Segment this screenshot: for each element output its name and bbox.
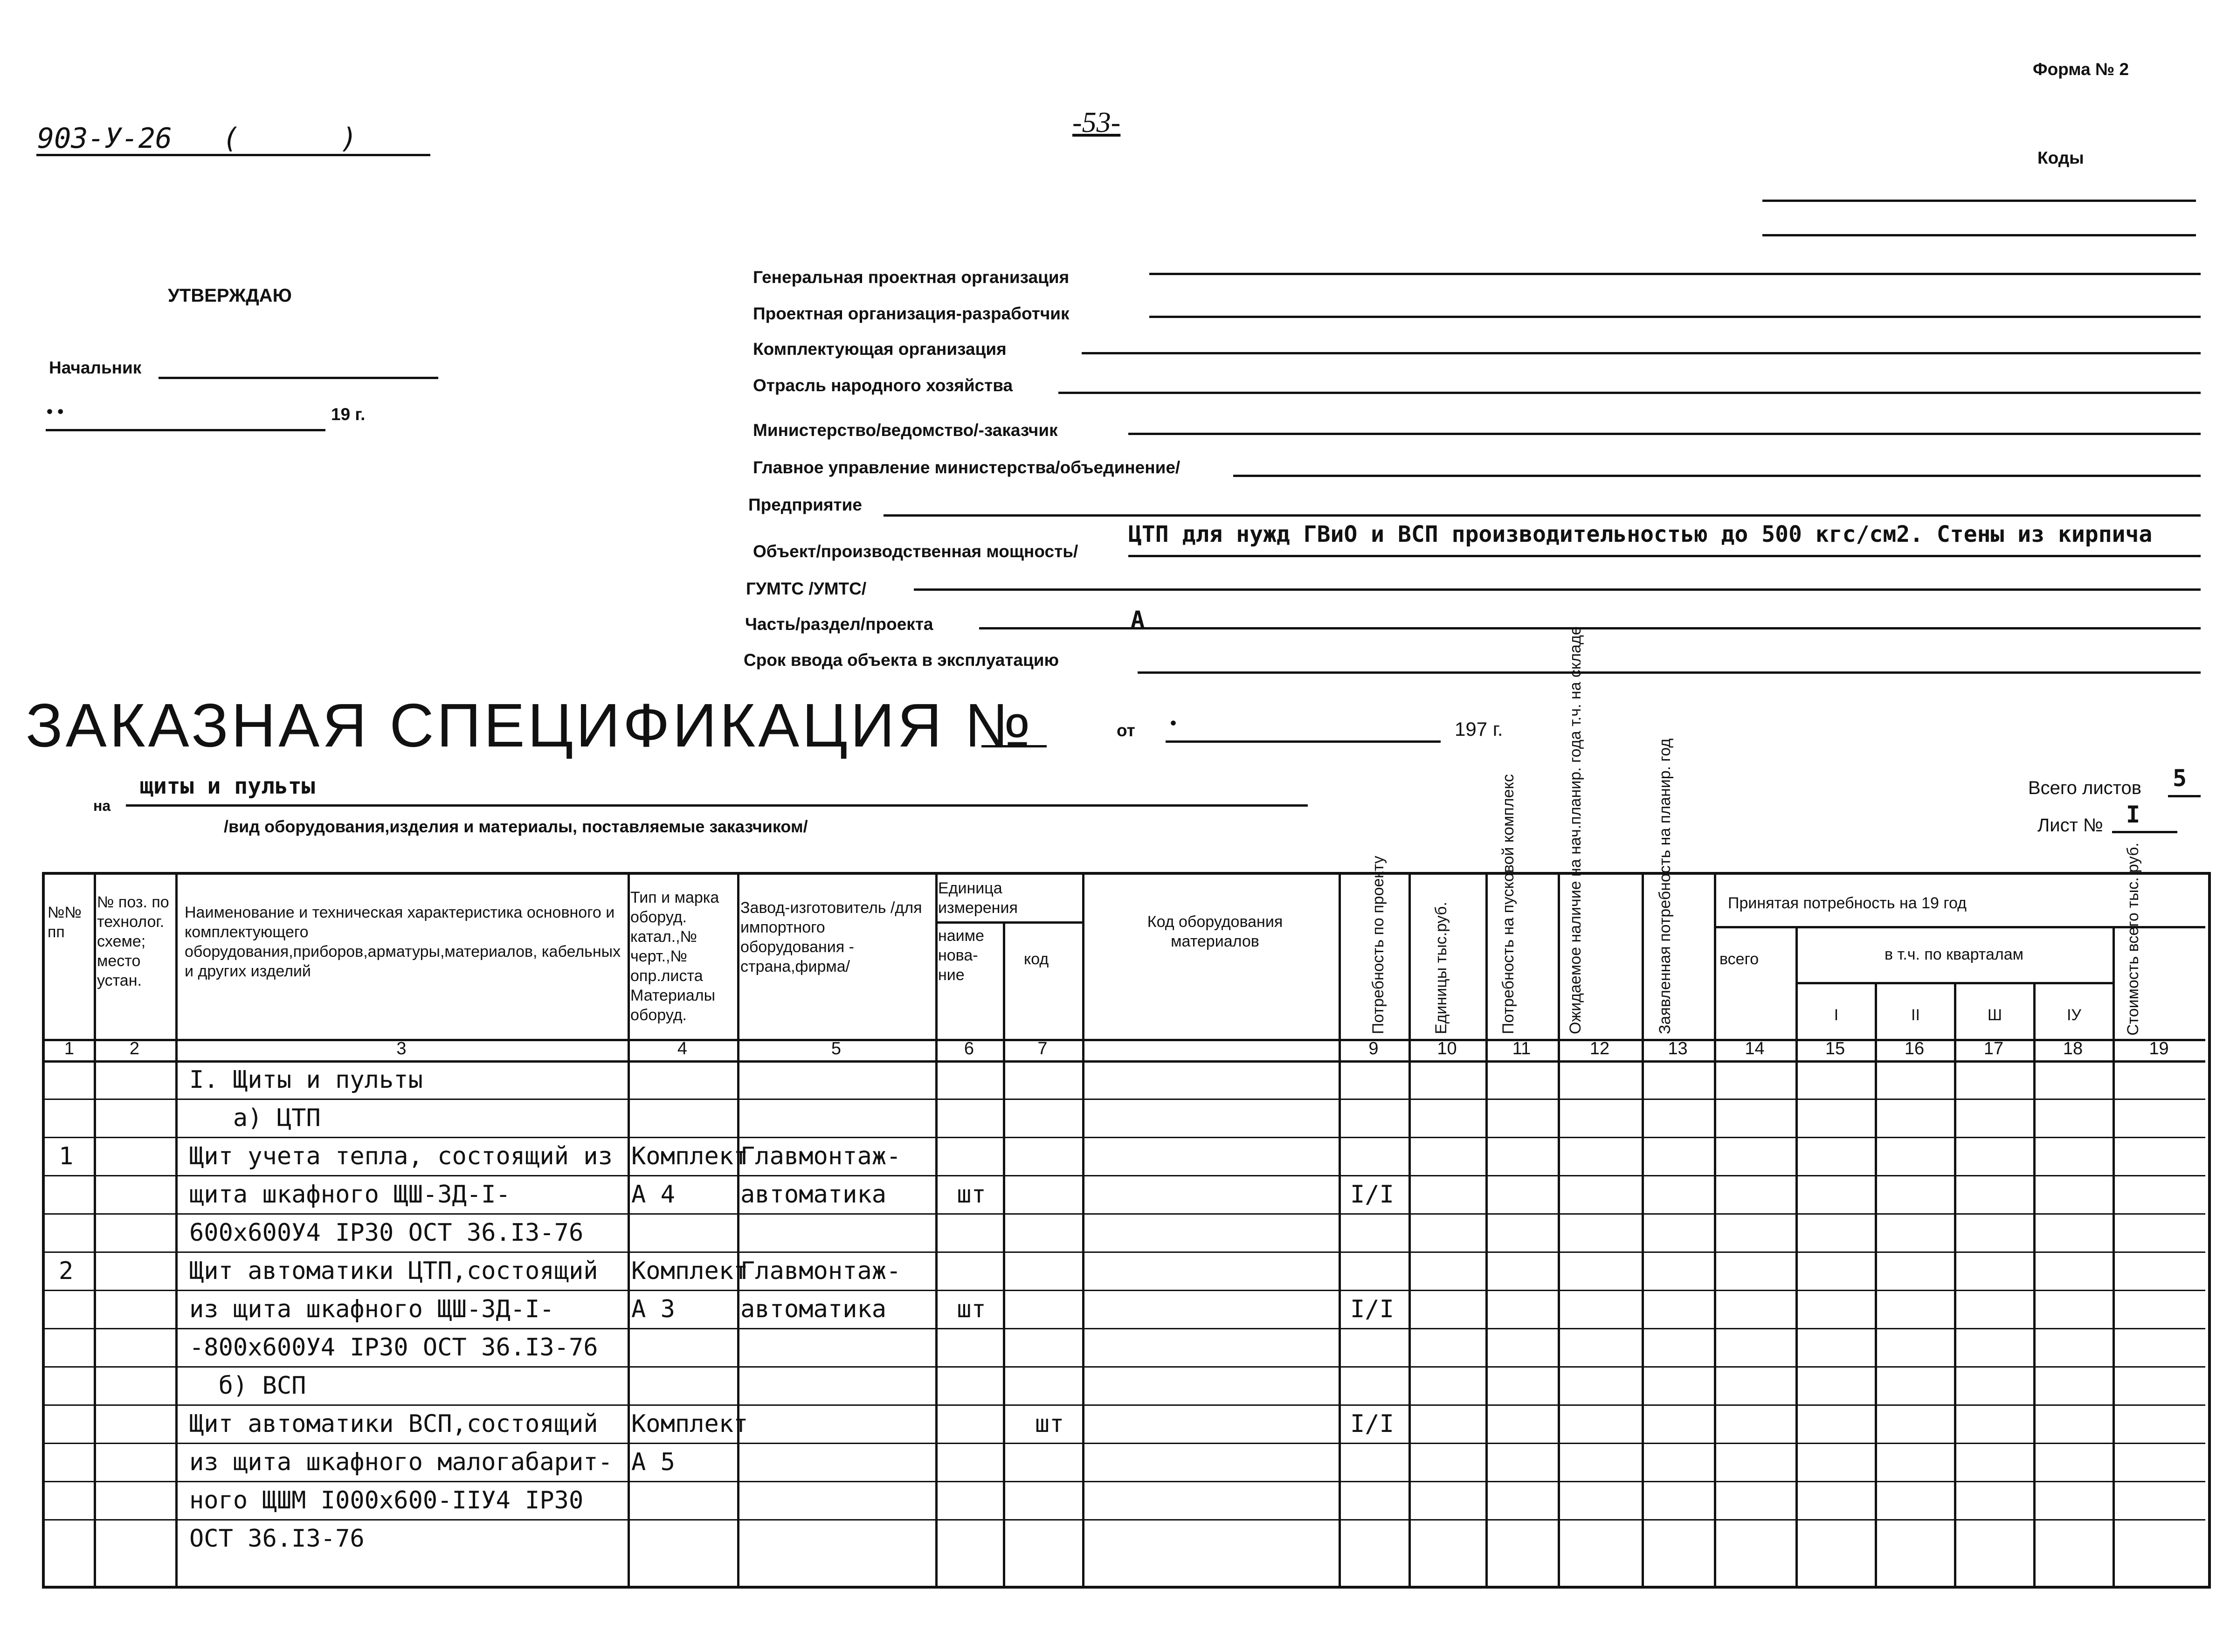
table-row xyxy=(45,1481,2205,1519)
spec-year: 197 г. xyxy=(1455,718,1503,740)
row-name: Щит автоматики ЦТП,состоящий xyxy=(189,1257,598,1285)
header-position: № поз. по технолог. схеме; место устан. xyxy=(97,893,169,989)
header-unit: Единица измерения xyxy=(938,879,1018,917)
approve-title: УТВЕРЖДАЮ xyxy=(168,285,292,306)
field-label: Главное управление министерства/объединение/ xyxy=(753,458,1181,477)
row-need: I/I xyxy=(1350,1181,1394,1209)
doc-number-underline xyxy=(36,154,430,156)
field-line xyxy=(1233,475,2201,477)
header-expected: Ожидаемое наличие на нач.планир. года т.ч. на складе xyxy=(1567,626,1584,1034)
table-row xyxy=(45,1099,2205,1137)
page-number: -53- xyxy=(1072,107,1121,138)
field-label: Предприятие xyxy=(748,495,862,514)
row-type: Комплект xyxy=(631,1410,748,1438)
col-number: 4 xyxy=(677,1039,688,1058)
row-unit-code: шт xyxy=(1035,1410,1064,1438)
table-row xyxy=(45,1290,2205,1328)
field-label: Проектная организация-разработчик xyxy=(753,304,1070,323)
col-number: 11 xyxy=(1512,1039,1531,1058)
field-line xyxy=(1082,352,2201,354)
row-type: Комплект xyxy=(631,1142,748,1170)
header-cost: Стоимость всего тыс. руб. xyxy=(2124,843,2142,1036)
header-type: Тип и марка оборуд. катал.,№ черт.,№ опр.листа Материалы оборуд. xyxy=(630,889,719,1024)
approve-date-line xyxy=(46,429,325,431)
row-maker: автоматика xyxy=(740,1181,887,1209)
header-declared: Заявленная потребность на планир. год xyxy=(1656,738,1674,1034)
field-label: Отрасль народного хозяйства xyxy=(753,376,1013,395)
codes-line-1 xyxy=(1762,200,2196,202)
table-row xyxy=(45,1137,2205,1175)
row-name: Щит учета тепла, состоящий из xyxy=(189,1142,613,1170)
header-unit-code: код xyxy=(1024,950,1049,968)
spec-date-dot: • xyxy=(1170,713,1176,733)
spec-title: ЗАКАЗНАЯ СПЕЦИФИКАЦИЯ № xyxy=(26,691,1034,760)
table-body xyxy=(45,1060,2205,1583)
header-q4: IУ xyxy=(2066,1006,2082,1024)
col-number: 5 xyxy=(831,1039,842,1058)
chief-label: Начальник xyxy=(49,358,142,377)
col-number: 1 xyxy=(64,1039,75,1058)
field-line xyxy=(1138,671,2201,674)
sheets-total-line xyxy=(2168,795,2201,797)
field-label: Часть/раздел/проекта xyxy=(745,615,933,634)
header-need: Потребность по проекту xyxy=(1369,856,1387,1034)
form-label: Форма № 2 xyxy=(2033,60,2129,79)
row-name: из щита шкафного ЩШ-ЗД-I- xyxy=(189,1295,554,1323)
field-line xyxy=(979,627,2201,629)
row-number: 1 xyxy=(59,1142,74,1170)
row-type: А 3 xyxy=(631,1295,675,1323)
col-number: 9 xyxy=(1368,1039,1379,1058)
row-maker: Главмонтаж- xyxy=(740,1257,901,1285)
field-label: Объект/производственная мощность/ xyxy=(753,542,1078,561)
row-unit: шт xyxy=(957,1295,986,1323)
chief-line xyxy=(159,377,438,379)
header-q2: II xyxy=(1911,1006,1920,1024)
codes-line-2 xyxy=(1762,234,2196,236)
subject-prefix: на xyxy=(93,797,111,814)
row-maker: Главмонтаж- xyxy=(740,1142,901,1170)
unit-subline xyxy=(935,921,1082,924)
sheet-value: I xyxy=(2126,801,2140,828)
approve-date-dots: • • xyxy=(47,402,64,421)
col-number: 7 xyxy=(1037,1039,1048,1058)
header-no: №№ пп xyxy=(48,904,82,941)
subject-line xyxy=(126,804,1308,807)
table-row xyxy=(45,1251,2205,1290)
header-launch-need: Потребность на пусковой комплекс xyxy=(1499,774,1517,1034)
col-number: 19 xyxy=(2149,1039,2169,1058)
sheets-total-label: Всего листов xyxy=(2028,778,2142,798)
part-value: А xyxy=(1131,606,1145,633)
header-accepted: Принятая потребность на 19 год xyxy=(1728,894,1967,912)
col-number: 13 xyxy=(1668,1039,1688,1058)
object-value: ЦТП для нужд ГВиО и ВСП производительностью до 500 кгс/см2. Стены из кирпича xyxy=(1128,521,2153,547)
header-equipment-code: Код оборудования материалов xyxy=(1147,913,1283,950)
field-label: Комплектующая организация xyxy=(753,339,1007,359)
subject-value: щиты и пульты xyxy=(140,773,315,799)
table-row xyxy=(45,1175,2205,1213)
row-number: 2 xyxy=(59,1257,74,1285)
row-type: Комплект xyxy=(631,1257,748,1285)
row-type: А 4 xyxy=(631,1181,675,1209)
quarter-subline xyxy=(1795,982,2113,984)
header-maker: Завод-изготовитель /для импортного оборудования - страна,фирма/ xyxy=(740,899,922,975)
row-name: Щит автоматики ВСП,состоящий xyxy=(189,1410,598,1438)
col-number: 15 xyxy=(1825,1039,1845,1058)
spec-date-line xyxy=(1166,740,1441,743)
table-row xyxy=(45,1404,2205,1443)
col-number: 3 xyxy=(396,1039,407,1058)
table-row xyxy=(45,1519,2205,1557)
table-row xyxy=(45,1366,2205,1404)
header-total: всего xyxy=(1719,950,1759,968)
row-name: из щита шкафного малогабарит- xyxy=(189,1448,613,1476)
field-label: Срок ввода объекта в эксплуатацию xyxy=(744,650,1059,670)
doc-number: 903-У-26 ( ) xyxy=(37,122,358,155)
header-unit-name: наиме нова- ние xyxy=(938,927,984,984)
header-quarters: в т.ч. по кварталам xyxy=(1885,946,2023,963)
row-name: б) ВСП xyxy=(189,1372,306,1400)
row-need: I/I xyxy=(1350,1295,1394,1323)
header-q3: Ш xyxy=(1987,1006,2002,1024)
field-line xyxy=(1058,392,2201,394)
col-number: 2 xyxy=(129,1039,140,1058)
field-label: ГУМТС /УМТС/ xyxy=(746,579,867,598)
col-number: 14 xyxy=(1745,1039,1765,1058)
row-maker: автоматика xyxy=(740,1295,887,1323)
table-row xyxy=(45,1060,2205,1099)
row-name: щита шкафного ЩШ-ЗД-I- xyxy=(189,1181,511,1209)
subject-caption: /вид оборудования,изделия и материалы, поставляемые заказчиком/ xyxy=(224,817,808,836)
sheets-total-value: 5 xyxy=(2173,765,2187,792)
field-line xyxy=(1128,555,2201,557)
field-label: Министерство/ведомство/-заказчик xyxy=(753,421,1058,440)
table-row xyxy=(45,1328,2205,1366)
col-number: 18 xyxy=(2063,1039,2083,1058)
table-row xyxy=(45,1213,2205,1251)
header-name: Наименование и техническая характеристика основного и комплектующего оборудования,приборов,арматуры,материалов, кабельных и других изделий xyxy=(185,904,621,980)
field-line xyxy=(884,514,2201,517)
sheet-label: Лист № xyxy=(2037,815,2103,836)
col-number: 12 xyxy=(1589,1039,1610,1058)
spec-number-line xyxy=(981,745,1047,747)
col-number: 16 xyxy=(1904,1039,1925,1058)
row-name: ОСТ 36.I3-76 xyxy=(189,1525,365,1553)
codes-label: Коды xyxy=(2037,148,2084,167)
row-name: ного ЩШМ I000х600-IIУ4 IP30 xyxy=(189,1486,584,1514)
row-need: I/I xyxy=(1350,1410,1394,1438)
field-line xyxy=(914,588,2201,591)
table-row xyxy=(45,1443,2205,1481)
field-line xyxy=(1149,273,2201,275)
field-line xyxy=(1149,316,2201,318)
row-name: а) ЦТП xyxy=(189,1104,321,1132)
col-number: 10 xyxy=(1437,1039,1457,1058)
row-name: -800х600У4 IP30 ОСТ 36.I3-76 xyxy=(189,1334,598,1362)
col-number: 6 xyxy=(964,1039,974,1058)
field-label: Генеральная проектная организация xyxy=(753,268,1070,287)
row-name: 600х600У4 IP30 ОСТ 36.I3-76 xyxy=(189,1219,584,1247)
header-q1: I xyxy=(1834,1006,1839,1024)
header-unit-price: Единицы тыс.руб. xyxy=(1432,902,1450,1034)
row-name: I. Щиты и пульты xyxy=(189,1066,423,1094)
row-unit: шт xyxy=(957,1181,986,1209)
approve-year: 19 г. xyxy=(331,405,366,424)
spec-from-label: от xyxy=(1117,721,1135,740)
row-type: А 5 xyxy=(631,1448,675,1476)
field-line xyxy=(1128,433,2201,435)
col-number: 17 xyxy=(1983,1039,2004,1058)
sheet-line xyxy=(2112,831,2177,833)
